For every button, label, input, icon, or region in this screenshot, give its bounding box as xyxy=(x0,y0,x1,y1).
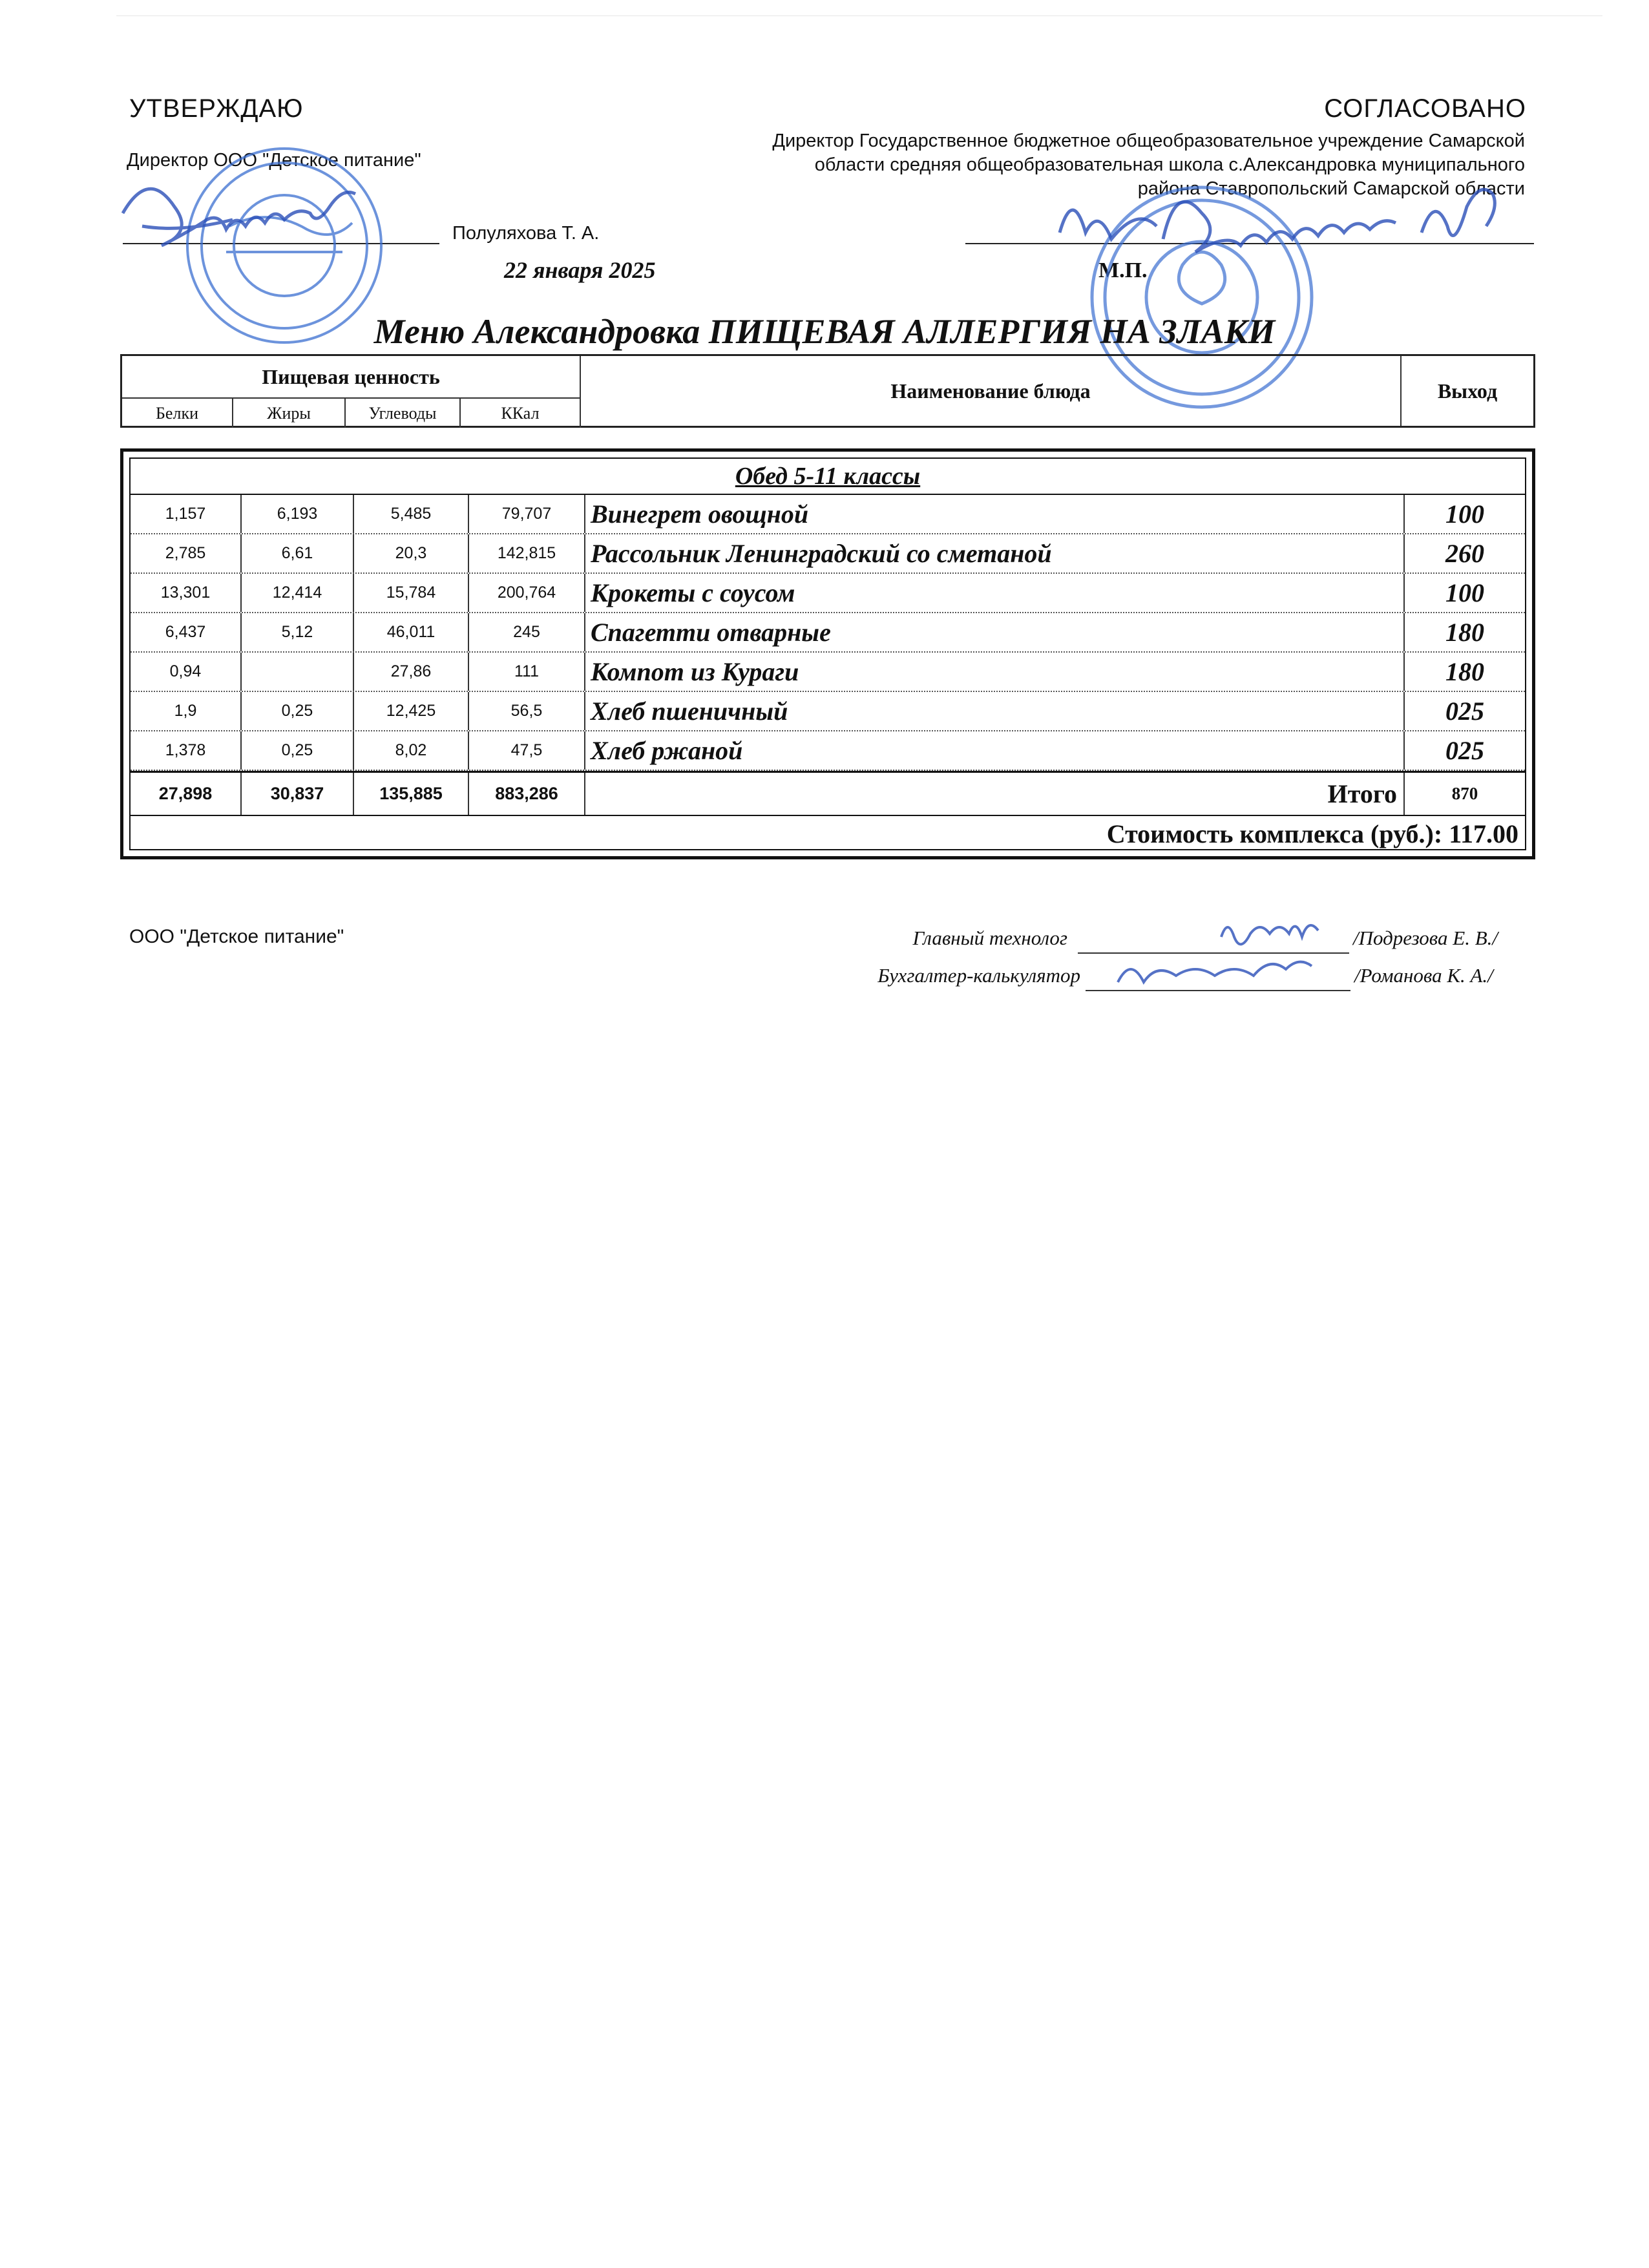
complex-cost: Стоимость комплекса (руб.): 117.00 xyxy=(1106,819,1518,848)
total-output: 870 xyxy=(1451,784,1478,803)
col-kcal-header: ККал xyxy=(461,399,581,428)
approve-signature xyxy=(123,189,355,246)
carbs-cell: 8,02 xyxy=(354,731,469,770)
carbs-cell: 12,425 xyxy=(354,692,469,730)
dish-name-header: Наименование блюда xyxy=(581,356,1402,426)
table-row xyxy=(131,574,1525,613)
dish-cell: Винегрет овощной xyxy=(585,495,1405,533)
protein-cell: 2,785 xyxy=(131,534,242,572)
menu-title: Меню Александровка ПИЩЕВАЯ АЛЛЕРГИЯ НА ЗЛАКИ xyxy=(373,312,1276,351)
output-cell: 025 xyxy=(1445,736,1484,765)
technologist-label: Главный технолог xyxy=(912,927,1067,949)
fat-cell xyxy=(242,653,354,691)
approve-role: Директор ООО "Детское питание" xyxy=(127,150,421,171)
agreed-role-line: района Ставропольский Самарской области xyxy=(1137,178,1525,199)
accountant-label: Бухгалтер-калькулятор xyxy=(877,964,1080,987)
col-protein-header: Белки xyxy=(122,399,233,428)
accountant-name: /Романова К. А./ xyxy=(1354,964,1493,987)
dish-cell: Хлеб пшеничный xyxy=(585,692,1405,730)
dish-cell: Компот из Кураги xyxy=(585,653,1405,691)
fat-cell: 0,25 xyxy=(242,692,354,730)
fat-cell: 0,25 xyxy=(242,731,354,770)
dish-cell: Хлеб ржаной xyxy=(585,731,1405,770)
total-carbs: 135,885 xyxy=(354,773,469,815)
output-cell: 260 xyxy=(1445,539,1484,568)
fat-cell: 6,61 xyxy=(242,534,354,572)
fat-cell: 5,12 xyxy=(242,613,354,651)
agreed-title: СОГЛАСОВАНО xyxy=(1324,94,1526,123)
technologist-name: /Подрезова Е. В./ xyxy=(1353,927,1498,949)
col-carbs-header: Углеводы xyxy=(346,399,461,428)
kcal-cell: 47,5 xyxy=(469,731,585,770)
table-row xyxy=(131,653,1525,692)
table-row xyxy=(131,613,1525,653)
totals-row xyxy=(131,771,1525,816)
kcal-cell: 79,707 xyxy=(469,495,585,533)
output-cell: 180 xyxy=(1445,657,1484,686)
output-cell: 180 xyxy=(1445,618,1484,647)
agreed-role-line: Директор Государственное бюджетное общеобразовательное учреждение Самарской xyxy=(772,131,1525,151)
dish-cell: Крокеты с соусом xyxy=(585,574,1405,612)
output-cell: 100 xyxy=(1445,499,1484,529)
carbs-cell: 46,011 xyxy=(354,613,469,651)
approve-name: Полуляхова Т. А. xyxy=(452,223,600,244)
footer-signatures xyxy=(1092,911,1363,1008)
table-row xyxy=(131,534,1525,574)
table-row xyxy=(131,495,1525,534)
approve-date: 22 января 2025 xyxy=(504,257,656,283)
protein-cell: 1,9 xyxy=(131,692,242,730)
dish-cell: Рассольник Ленинградский со сметаной xyxy=(585,534,1405,572)
kcal-cell: 245 xyxy=(469,613,585,651)
section-title: Обед 5-11 классы xyxy=(131,459,1525,495)
protein-cell: 1,378 xyxy=(131,731,242,770)
fat-cell: 6,193 xyxy=(242,495,354,533)
carbs-cell: 5,485 xyxy=(354,495,469,533)
carbs-cell: 15,784 xyxy=(354,574,469,612)
total-label: Итого xyxy=(585,773,1405,815)
carbs-cell: 27,86 xyxy=(354,653,469,691)
col-fat-header: Жиры xyxy=(233,399,346,428)
stamp-label: М.П. xyxy=(1098,258,1148,282)
total-kcal: 883,286 xyxy=(469,773,585,815)
protein-cell: 0,94 xyxy=(131,653,242,691)
protein-cell: 13,301 xyxy=(131,574,242,612)
approve-title: УТВЕРЖДАЮ xyxy=(129,94,304,123)
protein-cell: 6,437 xyxy=(131,613,242,651)
output-cell: 100 xyxy=(1445,578,1484,607)
kcal-cell: 142,815 xyxy=(469,534,585,572)
total-fat: 30,837 xyxy=(242,773,354,815)
menu-table xyxy=(120,448,1535,859)
header-table xyxy=(120,354,1535,428)
protein-cell: 1,157 xyxy=(131,495,242,533)
nutrition-header: Пищевая ценность xyxy=(122,356,581,399)
table-row xyxy=(131,692,1525,731)
carbs-cell: 20,3 xyxy=(354,534,469,572)
total-protein: 27,898 xyxy=(131,773,242,815)
kcal-cell: 111 xyxy=(469,653,585,691)
kcal-cell: 56,5 xyxy=(469,692,585,730)
fat-cell: 12,414 xyxy=(242,574,354,612)
menu-table-inner xyxy=(129,457,1526,850)
output-header: Выход xyxy=(1437,379,1498,403)
agreed-role-line: области средняя общеобразовательная школа с.Александровка муниципального xyxy=(814,154,1525,175)
kcal-cell: 200,764 xyxy=(469,574,585,612)
table-row xyxy=(131,731,1525,771)
dish-cell: Спагетти отварные xyxy=(585,613,1405,651)
footer-org: ООО "Детское питание" xyxy=(129,926,344,947)
output-cell: 025 xyxy=(1445,697,1484,726)
